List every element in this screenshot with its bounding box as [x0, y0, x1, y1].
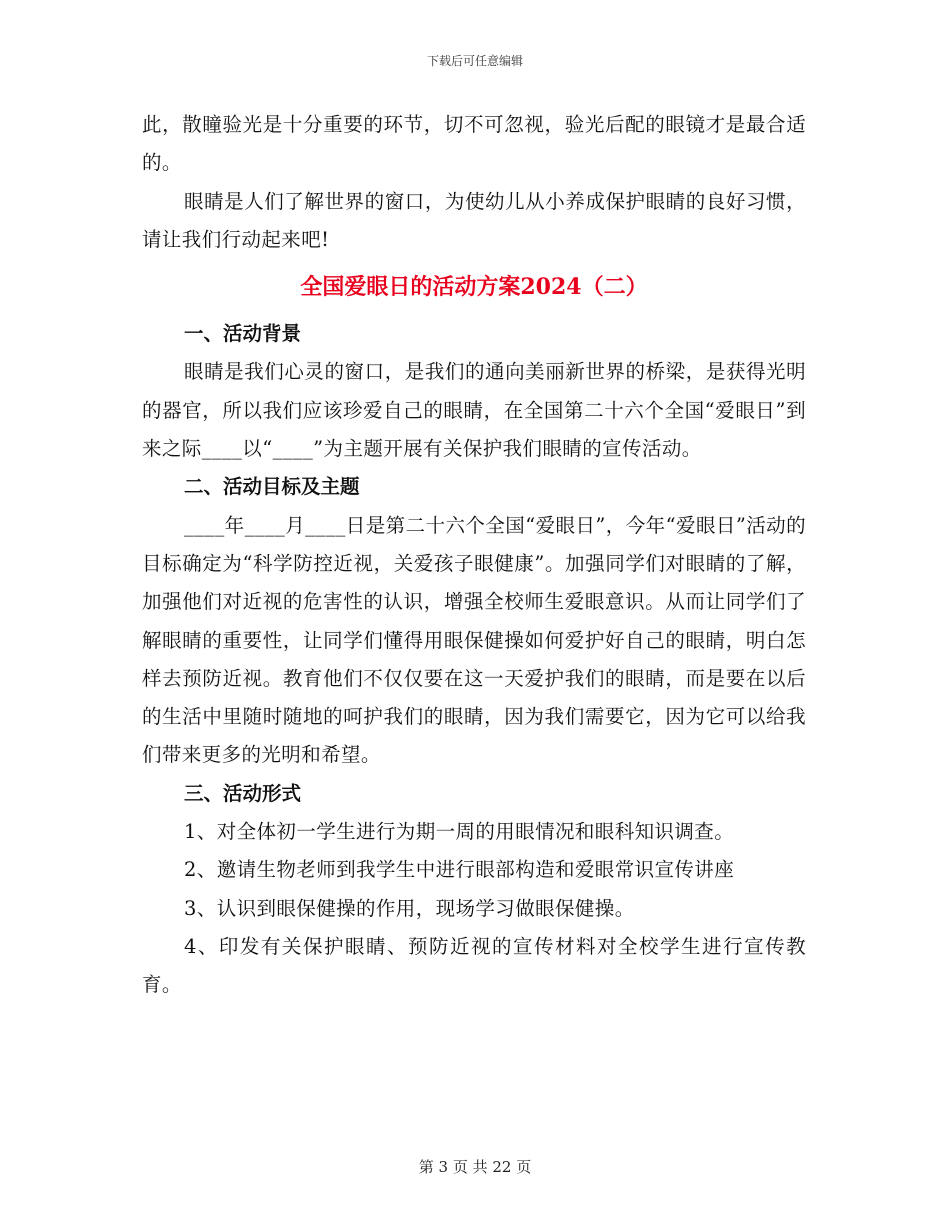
list-item: 2、邀请生物老师到我学生中进行眼部构造和爱眼常识宣传讲座 — [184, 858, 735, 882]
document-body — [142, 106, 806, 1005]
paragraph-goals: ____年____月____日是第二十六个全国“爱眼日”，今年“爱眼日”活动的目标确定为“科学防控近视，关爱孩子眼健康”。加强同学们对眼睛的了解，加强他们对近视的危害性的认识，增强全校师生爱眼意识。从而让同学们了解眼睛的重要性，让同学们懂得用眼保健操如何爱护好自己的眼睛，明白怎样去预防近视。教育他们不仅仅要在这一天爱护我们的眼睛，而是要在以后的生活中里随时随地的呵护我们的眼睛，因为我们需要它，因为它可以给我们带来更多的光明和希望。 — [142, 513, 806, 767]
list-item: 3、认识到眼保健操的作用，现场学习做眼保健操。 — [184, 896, 635, 920]
section-title: 全国爱眼日的活动方案2024（二） — [300, 274, 648, 301]
paragraph-background: 眼睛是我们心灵的窗口，是我们的通向美丽新世界的桥梁，是获得光明的器官，所以我们应该珍爱自己的眼睛，在全国第二十六个全国“爱眼日”到来之际____以“____”为主题开展有关保护我们眼睛的宣传活动。 — [142, 360, 806, 461]
heading-goals: 二、活动目标及主题 — [184, 475, 360, 499]
heading-background: 一、活动背景 — [184, 322, 302, 346]
paragraph-continuation: 此，散瞳验光是十分重要的环节，切不可忽视，验光后配的眼镜才是最合适的。 — [142, 113, 806, 175]
list-item: 1、对全体初一学生进行为期一周的用眼情况和眼科知识调查。 — [184, 820, 735, 844]
heading-forms: 三、活动形式 — [184, 781, 302, 805]
paragraph-closing: 眼睛是人们了解世界的窗口，为使幼儿从小养成保护眼睛的良好习惯，请让我们行动起来吧! — [142, 189, 806, 251]
list-item: 4、印发有关保护眼睛、预防近视的宣传材料对全校学生进行宣传教育。 — [142, 934, 806, 997]
page-header: 下载后可任意编辑 — [426, 54, 523, 68]
page-footer: 第 3 页 共 22 页 — [418, 1158, 532, 1176]
